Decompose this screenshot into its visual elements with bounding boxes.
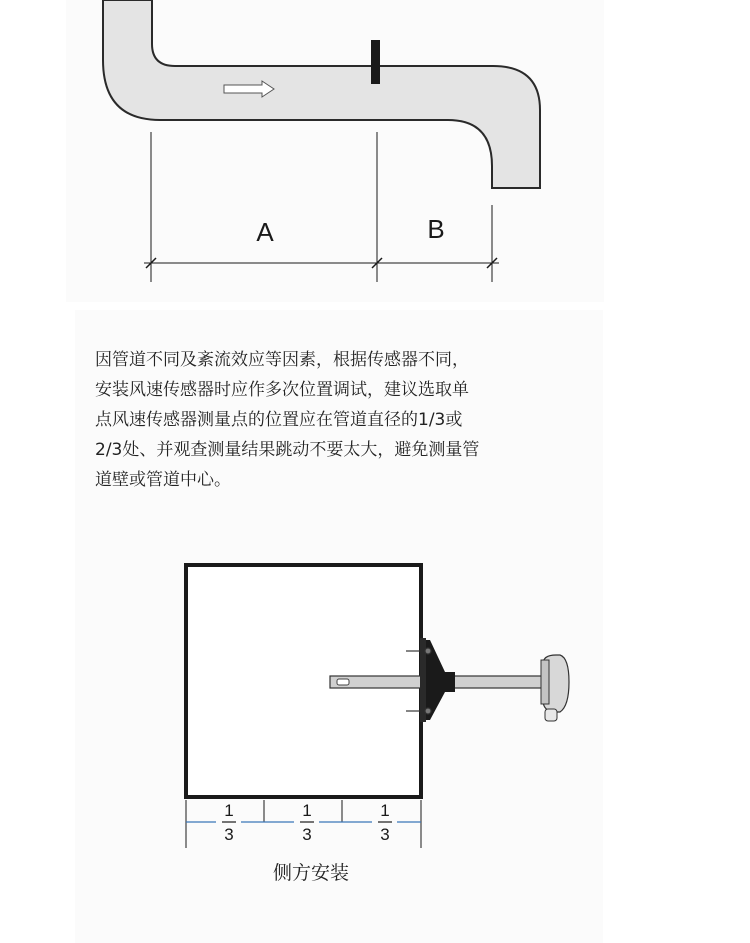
housing-cap (541, 660, 549, 704)
note-line-4: 2/3处、并观查测量结果跳动不要太大，避免测量管 (95, 440, 480, 460)
probe-tip-slot (337, 679, 349, 685)
label-b: B (427, 214, 445, 244)
note-line-3: 点风速传感器测量点的位置应在管道直径的1/3或 (95, 410, 463, 430)
pipe-diagram (103, 0, 540, 282)
fraction-2-denominator: 3 (302, 825, 312, 844)
cable-gland-icon (545, 709, 557, 721)
pipe-sensor-flange (371, 40, 380, 84)
note-line-1: 因管道不同及紊流效应等因素，根据传感器不同， (95, 350, 469, 370)
fraction-1-denominator: 3 (224, 825, 234, 844)
label-a: A (256, 217, 274, 247)
dimension-lines (144, 132, 499, 282)
duct-diagram (186, 565, 569, 884)
note-line-5: 道壁或管道中心。 (95, 470, 231, 490)
note-line-2: 安装风速传感器时应作多次位置调试，建议选取单 (95, 380, 469, 400)
fraction-3-denominator: 3 (380, 825, 390, 844)
fraction-3-numerator: 1 (380, 801, 390, 820)
installation-note (95, 345, 565, 495)
pipe-shape (103, 0, 540, 188)
fraction-1-numerator: 1 (224, 801, 234, 820)
fraction-2-numerator: 1 (302, 801, 312, 820)
thirds-dimension (186, 800, 421, 848)
duct-caption: 侧方安装 (272, 862, 350, 884)
